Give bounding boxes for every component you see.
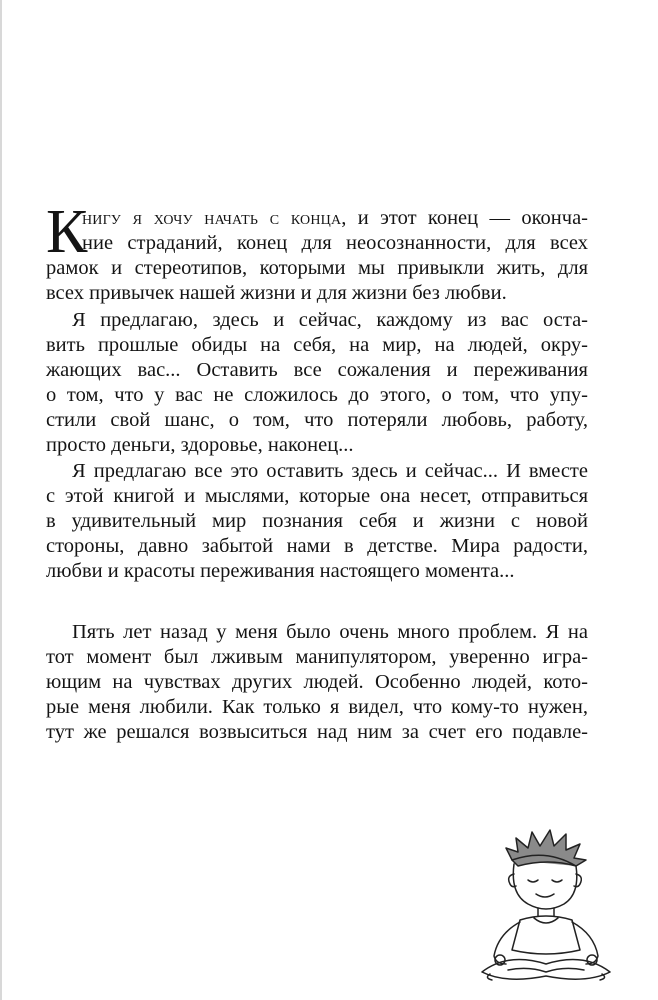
paragraph-3 (46, 459, 588, 584)
paragraph-line: рамок и стереотипов, которыми мы привыкли жить, для (46, 257, 588, 279)
paragraph-line: стили свой шанс, о том, что потеряли любовь, работу, (46, 409, 588, 431)
paragraph-line: стороны, давно забытой нами в детстве. Мира радости, (46, 535, 588, 557)
paragraph-line: просто деньги, здоровье, наконец... (46, 434, 354, 456)
paragraph-line: с этой книгой и мыслями, которые она несет, отправиться (46, 485, 588, 507)
lead-rest: , и этот конец — оконча- (341, 207, 589, 229)
paragraph-line: жающих вас... Оставить все сожаления и переживания (46, 359, 588, 381)
page-edge-shadow (0, 0, 2, 1000)
paragraph-line: всех привычек нашей жизни и для жизни без любви. (46, 282, 507, 304)
paragraph-line: о том, что у вас не сложилось до этого, о том, что упу- (46, 384, 588, 406)
paragraph-line: в удивительный мир познания себя и жизни с новой (46, 510, 588, 532)
paragraph-line (46, 206, 588, 231)
paragraph-line: ние страданий, конец для неосознанности, для всех (82, 232, 588, 254)
paragraph-line: Я предлагаю, здесь и сейчас, каждому из вас оста- (72, 309, 588, 331)
paragraph-2 (46, 308, 588, 458)
paragraph-line: любви и красоты переживания настоящего момента... (46, 560, 515, 582)
paragraph-line: тут же решался возвыситься над ним за счет его подавле- (46, 721, 588, 743)
paragraph-1 (46, 198, 589, 306)
drop-cap: К (46, 198, 88, 266)
paragraph-line: тот момент был лживым манипулятором, уверенно игра- (46, 646, 588, 668)
paragraph-line: ющим на чувствах других людей. Особенно людей, кото- (46, 671, 588, 693)
paragraph-line: Я предлагаю все это оставить здесь и сейчас... И вместе (72, 460, 588, 482)
paragraph-4 (46, 620, 588, 745)
paragraph-line: вить прошлые обиды на себя, на мир, на людей, окру- (46, 334, 588, 356)
meditating-boy-icon (468, 818, 624, 986)
paragraph-line: рые меня любили. Как только я видел, что кому-то нужен, (46, 696, 588, 718)
lead-smallcaps: нигу я хочу начать с конца (82, 207, 342, 229)
paragraph-line: Пять лет назад у меня было очень много проблем. Я на (72, 621, 588, 643)
